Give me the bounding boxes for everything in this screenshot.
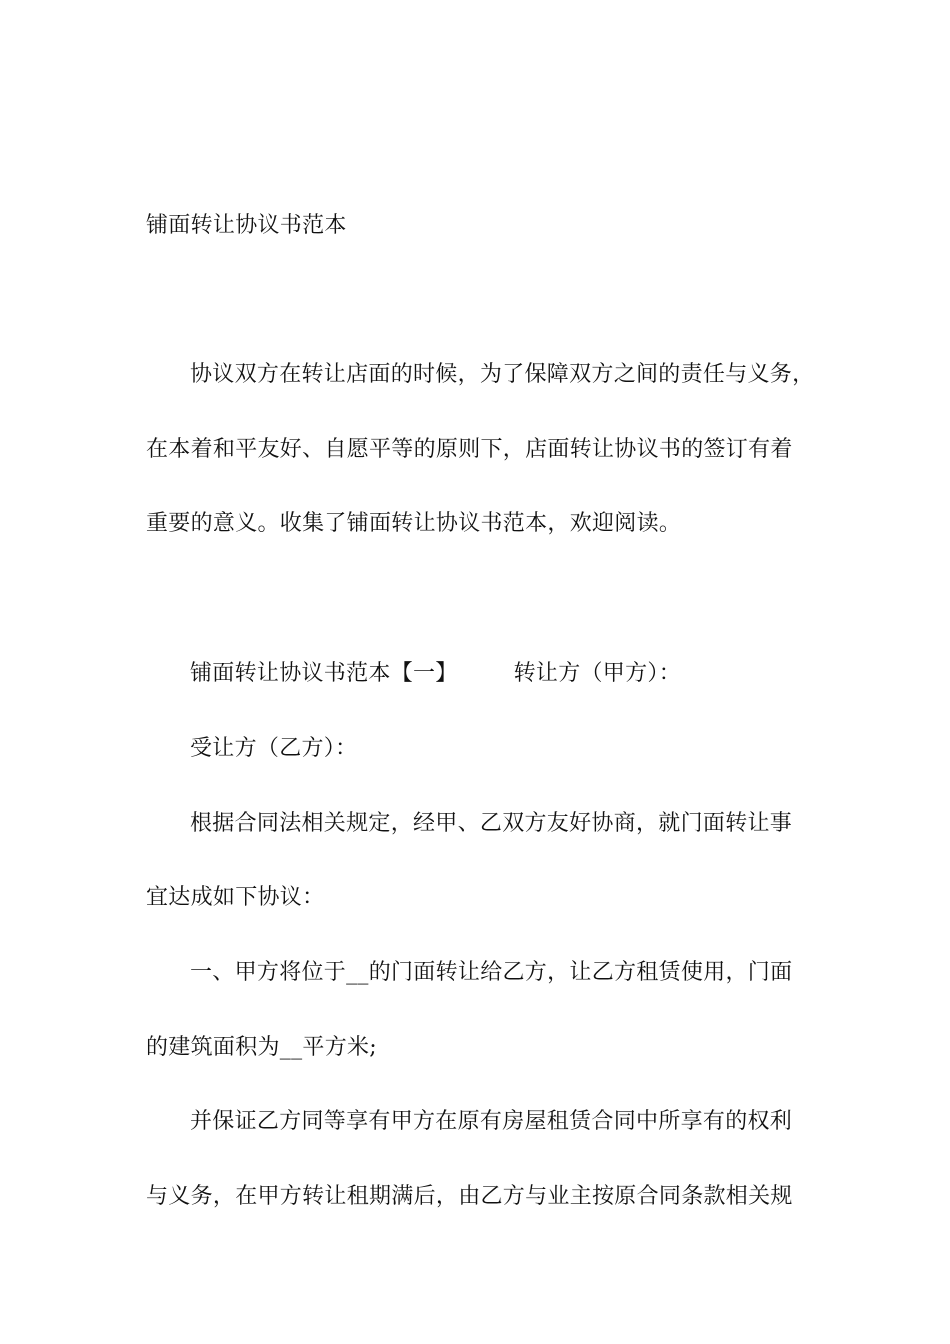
section-heading: 铺面转让协议书范本【一】	[190, 661, 458, 686]
transferee-label: 受让方（乙方）：	[190, 736, 358, 761]
clause-1-cont-line-2: 与义务，在甲方转让租期满后，由乙方与业主按原合同条款相关规	[146, 1184, 793, 1209]
section-heading-row	[190, 659, 681, 689]
document-title: 铺面转让协议书范本	[146, 213, 347, 238]
clause-1-cont-line-1: 并保证乙方同等享有甲方在原有房屋租赁合同中所享有的权利	[190, 1109, 793, 1134]
preamble-line-1: 根据合同法相关规定，经甲、乙双方友好协商，就门面转让事	[190, 811, 793, 836]
clause-1-line-1: 一、甲方将位于__的门面转让给乙方，让乙方租赁使用，门面	[190, 960, 793, 985]
intro-line-3: 重要的意义。收集了铺面转让协议书范本，欢迎阅读。	[146, 511, 682, 536]
intro-line-1: 协议双方在转让店面的时候，为了保障双方之间的责任与义务，	[190, 362, 815, 387]
transferor-label: 转让方（甲方）：	[513, 661, 682, 686]
clause-1-line-2: 的建筑面积为__平方米;	[146, 1035, 378, 1060]
preamble-line-2: 宜达成如下协议：	[146, 885, 325, 910]
intro-line-2: 在本着和平友好、自愿平等的原则下，店面转让协议书的签订有着	[146, 437, 793, 462]
